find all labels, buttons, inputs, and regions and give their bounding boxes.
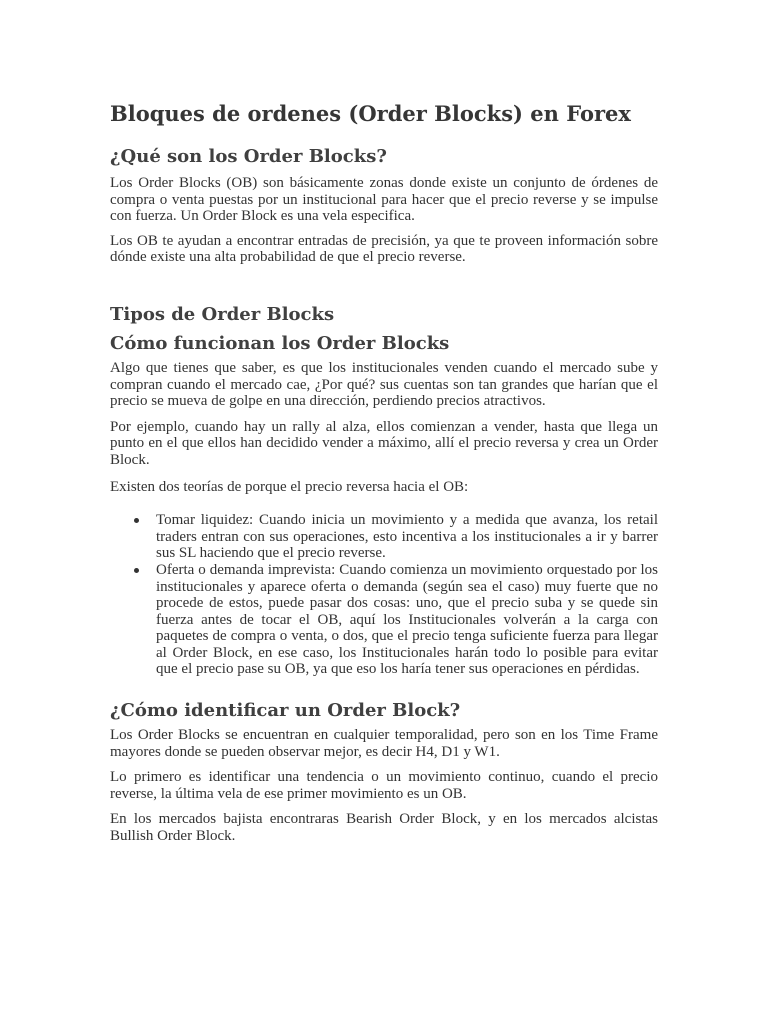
paragraph: Los OB te ayudan a encontrar entradas de precisión, ya que te proveen información sobre dónde existe una alta probabilidad de que el precio reverse.: [110, 232, 658, 266]
section-heading-tipos: Tipos de Order Blocks: [110, 303, 335, 325]
section-heading-como-identificar: ¿Cómo identificar un Order Block?: [110, 700, 461, 722]
paragraph: Los Order Blocks (OB) son básicamente zonas donde existe un conjunto de órdenes de compra o venta puestas por un institucional para hacer que el precio reverse y se impulse con fuerza. Un Order Block es una vela especifica.: [110, 175, 658, 225]
page-title: Bloques de ordenes (Order Blocks) en Forex: [110, 101, 631, 126]
list-item-text: Tomar liquidez: Cuando inicia un movimiento y a medida que avanza, los retail traders entran con sus operaciones, esto incentiva a los institucionales a ir y barrer sus SL haciendo que el precio reverse.: [156, 512, 658, 562]
list-item: [156, 512, 658, 562]
document-body: [110, 0, 658, 845]
bullet-list: [110, 512, 658, 678]
section-heading-como-funcionan: Cómo funcionan los Order Blocks: [110, 332, 450, 354]
paragraph: Algo que tienes que saber, es que los institucionales venden cuando el mercado sube y compran cuando el mercado cae, ¿Por qué? sus cuentas son tan grandes que harían que el precio se mueva de golpe en una dirección, perdiendo precios atractivos.: [110, 359, 658, 410]
list-item-text: Oferta o demanda imprevista: Cuando comienza un movimiento orquestado por los institucionales y aparece oferta o demanda (según sea el caso) muy fuerte que no procede de estos, puede pasar dos cosas: uno, que el precio suba y se quede sin fuerza antes de tocar el OB, aquí los Institucionales volverán a la carga con paquetes de compra o venta, o dos, que el precio tenga suficiente fuerza para llegar al Order Block, en ese caso, los Institucionales harán todo lo posible para evitar que el precio pase su OB, ya que eso los haría tener sus operaciones en pérdidas.: [156, 561, 658, 678]
paragraph: En los mercados bajista encontraras Bearish Order Block, y en los mercados alcistas Bullish Order Block.: [110, 811, 658, 845]
paragraph: Por ejemplo, cuando hay un rally al alza, ellos comienzan a vender, hasta que llega un punto en el que ellos han decidido vender a máximo, allí el precio reversa y crea un Order Block.: [110, 418, 658, 468]
section-heading-que-son: ¿Qué son los Order Blocks?: [110, 146, 387, 167]
paragraph: Los Order Blocks se encuentran en cualquier temporalidad, pero son en los Time Frame mayores donde se pueden observar mejor, es decir H4, D1 y W1.: [110, 727, 658, 760]
paragraph: Existen dos teorías de porque el precio reversa hacia el OB:: [110, 478, 469, 495]
bullet-icon: [134, 518, 139, 523]
list-item: [156, 562, 658, 678]
bullet-icon: [134, 568, 139, 573]
paragraph: Lo primero es identificar una tendencia o un movimiento continuo, cuando el precio reverse, la última vela de ese primer movimiento es un OB.: [110, 769, 658, 802]
